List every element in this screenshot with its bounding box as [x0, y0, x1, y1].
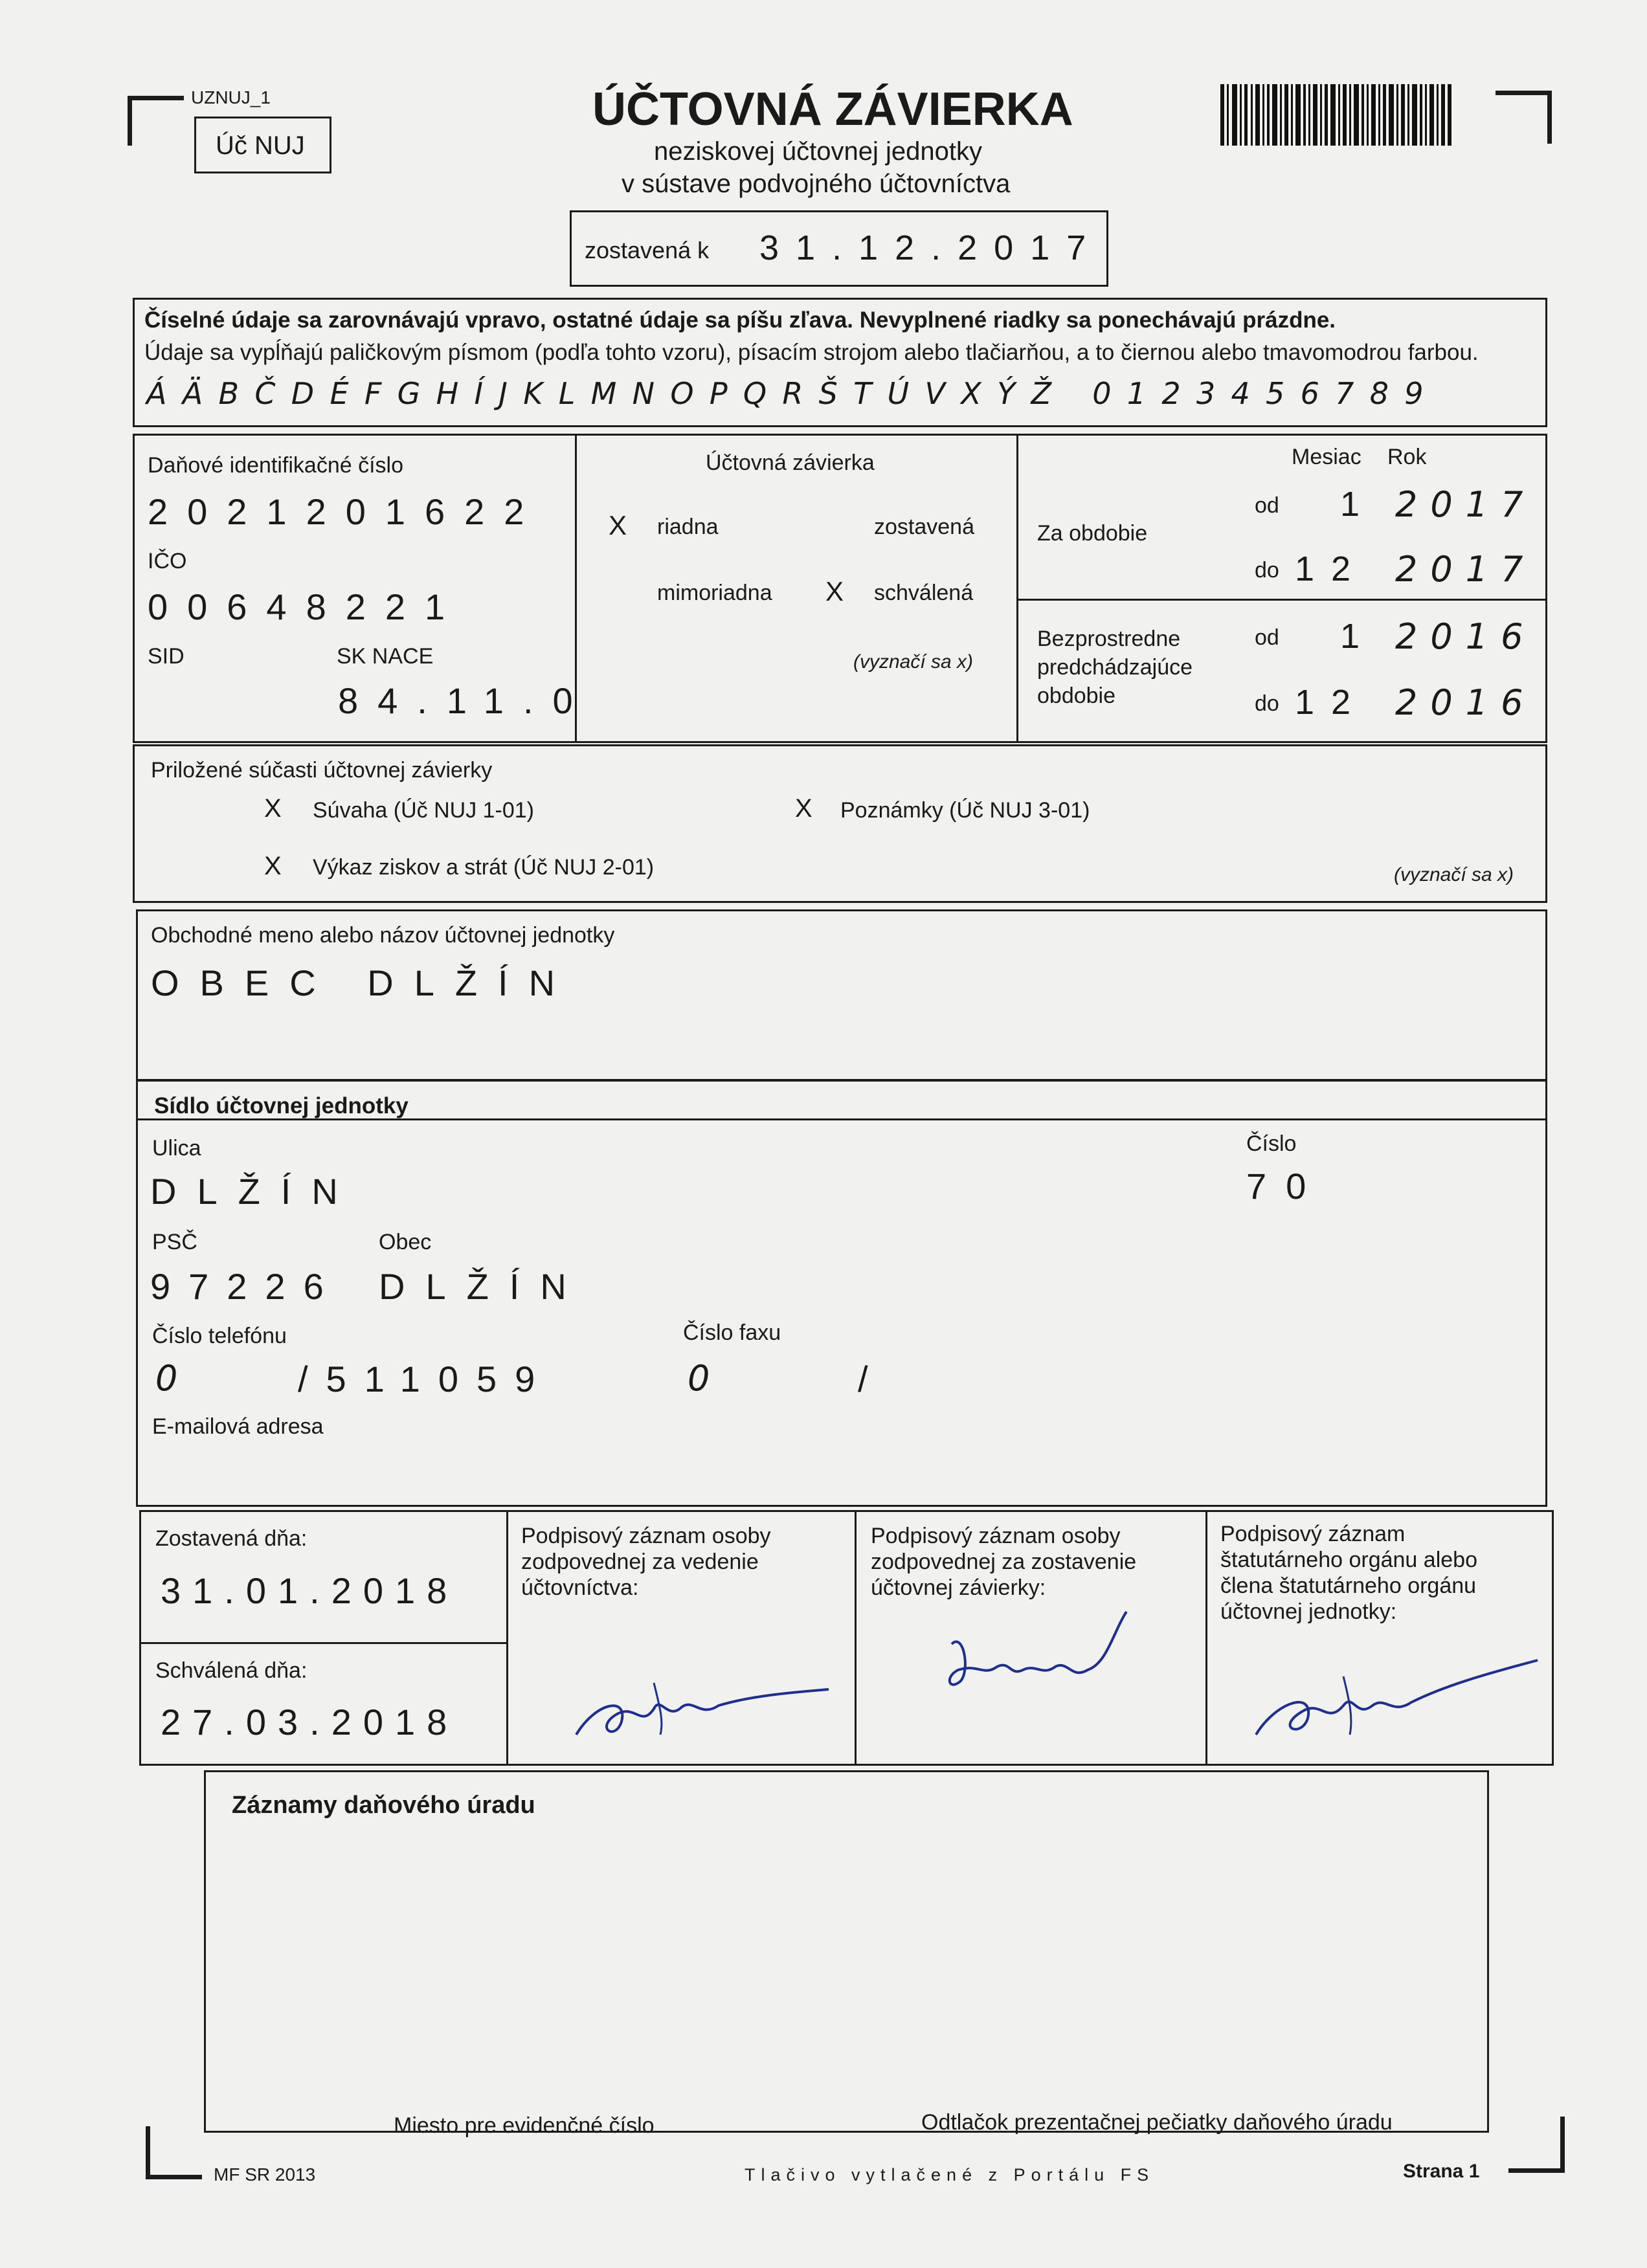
- city-value: DLŽÍN: [379, 1266, 587, 1307]
- period-month-label: Mesiac: [1292, 445, 1361, 469]
- form-code-box: [194, 117, 331, 173]
- evidence-number-label: Miesto pre evidenčné číslo: [394, 2113, 655, 2138]
- attachment-notes-label: Poznámky (Úč NUJ 3-01): [840, 798, 1090, 823]
- attachment-profit-label: Výkaz ziskov a strát (Úč NUJ 2-01): [313, 855, 655, 880]
- approved-on-value: 27.03.2018: [161, 1702, 459, 1742]
- sig-divider-1: [506, 1510, 508, 1766]
- stamp-label: Odtlačok prezentačnej pečiatky daňového úradu: [921, 2110, 1393, 2135]
- attachment-profit-mark[interactable]: X: [264, 852, 282, 880]
- fax-prefix: 0: [688, 1358, 727, 1399]
- fax-value: /: [858, 1359, 885, 1399]
- entity-name-section: [136, 909, 1547, 1081]
- sig-divider-3: [1205, 1510, 1207, 1766]
- psc-value: 97226: [150, 1266, 342, 1307]
- phone-prefix: 0: [155, 1358, 195, 1399]
- ico-label: IČO: [148, 549, 187, 573]
- sig-date-divider: [139, 1642, 508, 1644]
- corner-mark-bottom-left: [146, 2126, 202, 2179]
- attachment-balance-mark[interactable]: X: [264, 794, 282, 823]
- signature-statutory-label: Podpisový záznam štatutárneho orgánu alebo člena štatutárneho orgánu účtovnej jednotky:: [1220, 1522, 1477, 1624]
- street-value: DLŽÍN: [150, 1171, 359, 1212]
- corner-mark-top-right: [1496, 91, 1552, 144]
- number-label: Číslo: [1246, 1131, 1297, 1156]
- nace-value: 84.11.0: [338, 680, 592, 721]
- period-divider: [1016, 599, 1547, 601]
- city-label: Obec: [379, 1230, 432, 1254]
- psc-label: PSČ: [152, 1230, 197, 1254]
- entity-name-value: OBEC DLŽÍN: [151, 962, 576, 1003]
- closure-compiled-label: zostavená: [874, 515, 974, 539]
- corner-mark-bottom-right: [1508, 2117, 1565, 2173]
- dic-label: Daňové identifikačné číslo: [148, 453, 404, 478]
- dic-value: 2021201622: [148, 491, 544, 532]
- period-current-from-label: od: [1255, 493, 1279, 518]
- compiled-date-label: zostavená k: [585, 237, 710, 263]
- compiled-date-value: 31.12.2017: [759, 228, 1103, 267]
- period-current-to-month: 12: [1295, 550, 1368, 588]
- period-current-label: Za obdobie: [1037, 521, 1148, 546]
- attachments-heading: Priložené súčasti účtovnej závierky: [151, 758, 493, 783]
- period-year-label: Rok: [1387, 445, 1427, 469]
- nace-label: SK NACE: [337, 644, 434, 669]
- period-previous-label: Bezprostredne predchádzajúce obdobie: [1037, 627, 1193, 708]
- signature-compiler: [932, 1605, 1139, 1702]
- entity-name-label: Obchodné meno alebo názov účtovnej jednotky: [151, 923, 615, 948]
- corner-mark-top-left: [128, 96, 184, 146]
- form-title: ÚČTOVNÁ ZÁVIERKA: [592, 83, 1073, 135]
- identity-divider-2: [1016, 434, 1018, 743]
- period-previous-to-month: 12: [1295, 683, 1368, 722]
- closure-extraordinary-label: mimoriadna: [657, 581, 772, 605]
- period-current-from-month: 1: [1340, 485, 1377, 524]
- seat-heading: Sídlo účtovnej jednotky: [154, 1093, 409, 1118]
- period-previous-from-label: od: [1255, 625, 1279, 650]
- instructions-line-1: Číselné údaje sa zarovnávajú vpravo, ostatné údaje sa píšu zľava. Nevyplnené riadky sa ponechávajú prázdne.: [144, 307, 1336, 333]
- instructions-sample-letters: ÁÄBČDÉFGHÍJKLMNOPQRŠTÚVXÝŽ 0123456789: [146, 376, 1439, 411]
- form-subtitle-2: v sústave podvojného účtovníctva: [622, 170, 1011, 198]
- street-label: Ulica: [152, 1136, 201, 1161]
- compiled-on-value: 31.01.2018: [161, 1570, 459, 1611]
- footer-right: Strana 1: [1403, 2161, 1480, 2182]
- instructions-line-2: Údaje sa vypĺňajú paličkovým písmom (podľa tohto vzoru), písacím strojom alebo tlačiarňou, a to čiernou alebo tmavomodrou farbou.: [144, 340, 1479, 365]
- email-label: E-mailová adresa: [152, 1414, 324, 1439]
- barcode: [1220, 84, 1453, 146]
- compiled-on-label: Zostavená dňa:: [155, 1526, 308, 1551]
- instructions-box: [133, 298, 1547, 427]
- form-code: UZNUJ_1: [191, 87, 271, 107]
- approved-on-label: Schválená dňa:: [155, 1658, 308, 1683]
- closure-note: (vyznačí sa x): [853, 651, 974, 673]
- phone-label: Číslo telefónu: [152, 1324, 287, 1348]
- period-previous-to-label: do: [1255, 691, 1279, 716]
- entity-seat-section: [136, 1080, 1547, 1507]
- period-previous-from-month: 1: [1340, 617, 1377, 656]
- period-current-from-year: 2017: [1395, 484, 1536, 525]
- fax-label: Číslo faxu: [683, 1320, 781, 1345]
- signature-compiler-label: Podpisový záznam osoby zodpovednej za zostavenie účtovnej závierky:: [871, 1524, 1137, 1600]
- closure-ordinary-mark[interactable]: X: [609, 510, 627, 540]
- attachment-balance-label: Súvaha (Úč NUJ 1-01): [313, 798, 535, 823]
- ico-value: 00648221: [148, 586, 465, 627]
- signature-statutory: [1230, 1644, 1541, 1748]
- footer-center: Tlačivo vytlačené z Portálu FS: [745, 2165, 1155, 2185]
- sig-divider-2: [855, 1510, 857, 1766]
- sid-label: SID: [148, 644, 185, 669]
- period-previous-to-year: 2016: [1395, 682, 1536, 723]
- tax-office-section: [204, 1770, 1489, 2138]
- period-current-to-year: 2017: [1395, 549, 1536, 590]
- period-previous-from-year: 2016: [1395, 616, 1536, 657]
- signature-accounting-label: Podpisový záznam osoby zodpovednej za vedenie účtovníctva:: [521, 1524, 771, 1600]
- period-current-to-label: do: [1255, 558, 1279, 583]
- phone-value: /511059: [298, 1359, 554, 1399]
- attachments-section: [133, 744, 1547, 903]
- tax-office-heading: Záznamy daňového úradu: [232, 1792, 535, 1819]
- form-code-box-label: Úč NUJ: [216, 131, 305, 160]
- closure-approved-label: schválená: [874, 581, 974, 605]
- attachments-note: (vyznačí sa x): [1394, 864, 1514, 885]
- compiled-date-box: [570, 210, 1108, 287]
- closure-approved-mark[interactable]: X: [825, 576, 844, 606]
- attachment-notes-mark[interactable]: X: [795, 794, 812, 823]
- closure-ordinary-label: riadna: [657, 515, 719, 539]
- footer-left: MF SR 2013: [214, 2164, 316, 2185]
- closure-heading: Účtovná závierka: [706, 450, 875, 475]
- form-subtitle-1: neziskovej účtovnej jednotky: [654, 137, 982, 166]
- seat-divider: [136, 1118, 1547, 1120]
- number-value: 70: [1246, 1166, 1326, 1206]
- signature-accounting: [557, 1657, 835, 1748]
